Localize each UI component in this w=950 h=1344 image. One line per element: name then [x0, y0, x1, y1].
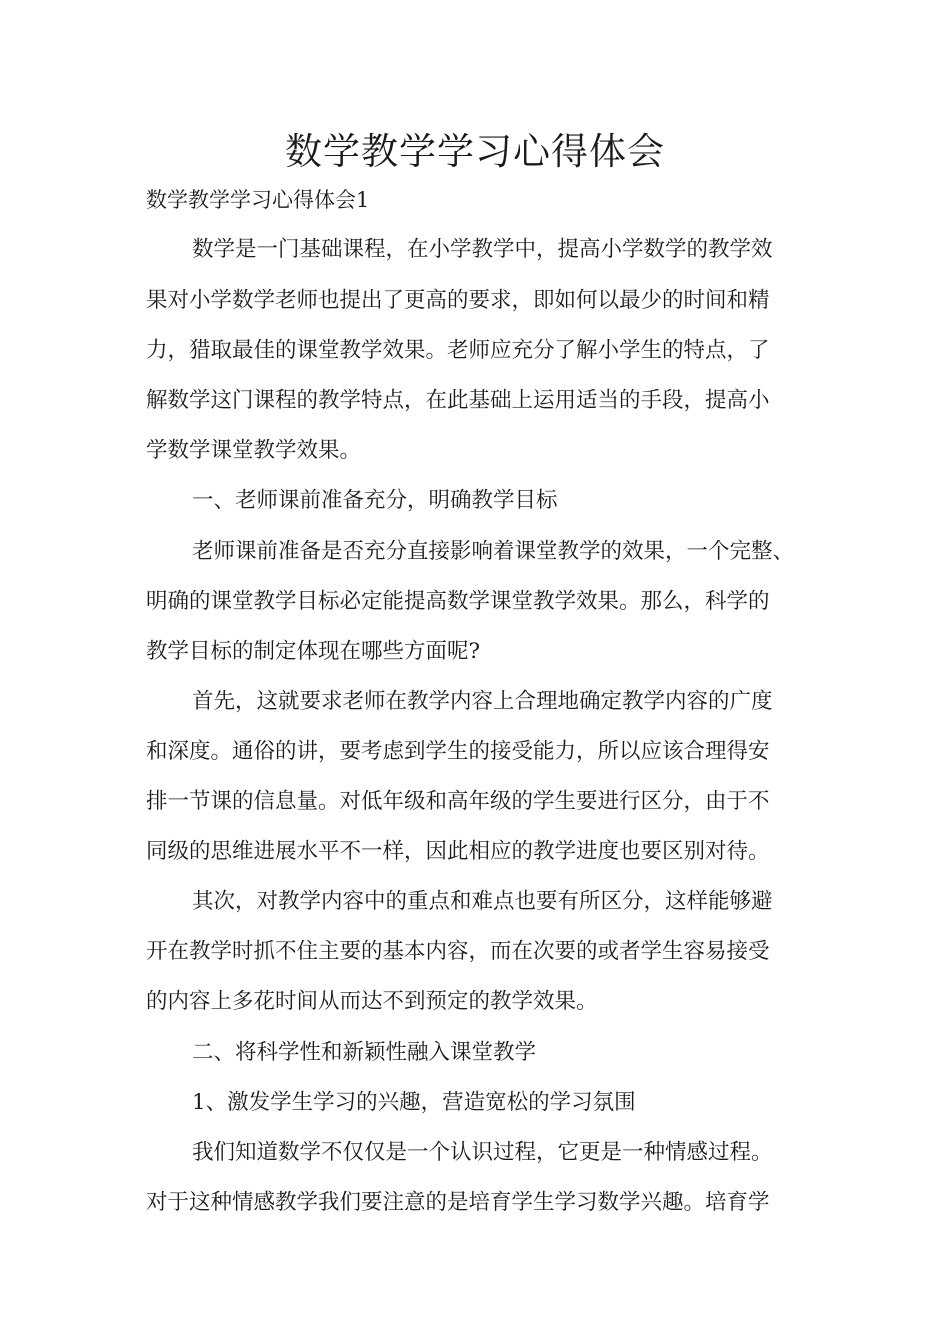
text-line: 首先，这就要求老师在教学内容上合理地确定教学内容的广度	[192, 689, 773, 714]
text-line: 学数学课堂教学效果。	[146, 438, 362, 463]
section-heading: 数学教学学习心得体会1	[146, 188, 370, 212]
subheading: 二、将科学性和新颖性融入课堂教学	[192, 1040, 537, 1065]
text-line: 解数学这门课程的教学特点，在此基础上运用适当的手段，提高小	[146, 388, 770, 413]
text-line: 排一节课的信息量。对低年级和高年级的学生要进行区分，由于不	[146, 789, 770, 814]
text-line: 开在教学时抓不住主要的基本内容，而在次要的或者学生容易接受	[146, 939, 770, 964]
text-line: 力，猎取最佳的课堂教学效果。老师应充分了解小学生的特点，了	[146, 338, 770, 363]
text-line: 明确的课堂教学目标必定能提高数学课堂教学效果。那么，科学的	[146, 589, 770, 614]
text-line: 对于这种情感教学我们要注意的是培育学生学习数学兴趣。培育学	[146, 1190, 770, 1215]
text-line: 教学目标的制定体现在哪些方面呢?	[146, 639, 481, 664]
document-title: 数学教学学习心得体会	[285, 130, 665, 173]
text-line: 我们知道数学不仅仅是一个认识过程，它更是一种情感过程。	[192, 1140, 773, 1165]
text-line: 果对小学数学老师也提出了更高的要求，即如何以最少的时间和精	[146, 288, 770, 313]
text-line: 同级的思维进展水平不一样，因此相应的教学进度也要区别对待。	[146, 839, 770, 864]
text-line: 其次，对教学内容中的重点和难点也要有所区分，这样能够避	[192, 889, 773, 914]
text-line: 老师课前准备是否充分直接影响着课堂教学的效果，一个完整、	[192, 539, 795, 564]
text-line: 和深度。通俗的讲，要考虑到学生的接受能力，所以应该合理得安	[146, 739, 770, 764]
subheading: 一、老师课前准备充分，明确教学目标	[192, 488, 558, 513]
text-line: 数学是一门基础课程，在小学教学中，提高小学数学的教学效	[192, 237, 773, 262]
subheading: 1、激发学生学习的兴趣，营造宽松的学习氛围	[192, 1090, 636, 1115]
text-line: 的内容上多花时间从而达不到预定的教学效果。	[146, 989, 598, 1014]
